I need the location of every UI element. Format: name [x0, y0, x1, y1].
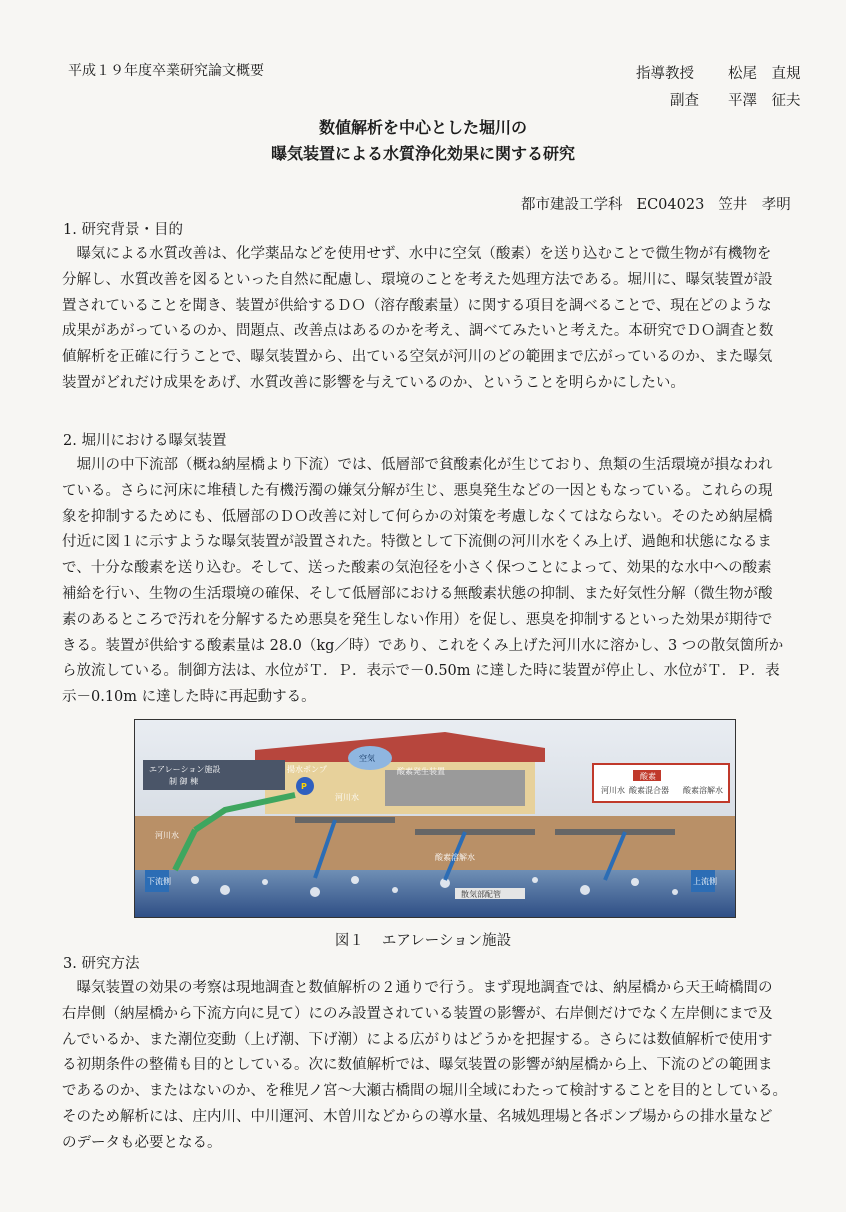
text-line: 素のあるところで汚れを分解するため悪臭を発生しない作用）を促し、悪臭を抑制するといった効果が期待で — [62, 611, 773, 628]
text-line: 補給を行い、生物の生活環境の確保、そして低層部における無酸素状態の抑制、また好気性分解（微生物が酸 — [62, 585, 773, 602]
advisor-line — [636, 62, 801, 83]
author-id: EC04023 — [636, 197, 705, 213]
section-3-heading: 3. 研究方法 — [63, 956, 140, 972]
text-line: ら放流している。制御方法は、水位がＴ．Ｐ．表示で－0.50m に達した時に装置が停止し、水位がＴ．Ｐ．表 — [62, 663, 780, 680]
text-line: んでいるか、また潮位変動（上げ潮、下げ潮）による広がりはどうかを把握する。さらには数値解析で使用す — [62, 1031, 773, 1048]
text-line: ている。さらに河床に堆積した有機汚濁の嫌気分解が生じ、悪臭発生などの一因ともなっている。これらの現 — [62, 482, 773, 499]
section-3-body — [62, 976, 814, 1157]
author-name: 笠井 孝明 — [718, 197, 791, 213]
label-river-in: 河川水 — [601, 786, 625, 795]
label-diffuser: 散気部配管 — [461, 890, 501, 899]
label-control2: 制 御 棟 — [169, 777, 199, 786]
sub-name: 平澤 征夫 — [728, 93, 801, 109]
text-line: で、十分な酸素を送り込む。そして、送った酸素の気泡径を小さく保つことによって、効果的な水中への酸素 — [62, 560, 772, 577]
author-line — [521, 193, 791, 214]
label-oxygen: 酸素 — [640, 772, 656, 781]
sub-examiner-line — [670, 89, 801, 110]
text-line: 分解し、水質改善を図るといった自然に配慮し、環境のことを考えた処理方法である。堀川に、曝気装置が設 — [62, 271, 773, 288]
label-dissolved-water: 酸素溶解水 — [435, 853, 475, 862]
text-line: 右岸側（納屋橋から下流方向に見て）にのみ設置されている装置の影響が、右岸側だけでなく左岸側にまで及 — [62, 1005, 773, 1022]
advisor-name: 松尾 直規 — [728, 66, 801, 82]
label-upstream: 上流側 — [693, 877, 717, 886]
text-line: 曝気による水質改善は、化学薬品などを使用せず、水中に空気（酸素）を送り込むことで微生物が有機物を — [62, 246, 772, 262]
inset-box — [593, 764, 729, 802]
header-title: 平成１９年度卒業研究論文概要 — [68, 63, 264, 79]
text-line: 付近に図１に示すような曝気装置が設置された。特徴として下流側の河川水をくみ上げ、過飽和状態になるま — [62, 534, 772, 551]
text-line: 装置がどれだけ成果をあげ、水質改善に影響を与えているのか、ということを明らかにしたい。 — [62, 374, 685, 391]
paper-title-line-2: 曝気装置による水質浄化効果に関する研究 — [270, 144, 575, 163]
section-1-body — [62, 242, 814, 397]
text-line: 値解析を正確に行うことで、曝気装置から、出ている空気が河川のどの範囲まで広がっているのか、また曝気 — [62, 349, 773, 366]
label-river-water-left: 河川水 — [155, 831, 179, 840]
section-2-heading: 2. 堀川における曝気装置 — [63, 433, 227, 449]
caption-text: エアレーション施設 — [381, 933, 512, 949]
text-line: 示－0.10m に達した時に再起動する。 — [62, 689, 316, 706]
label-oxygen-gen: 酸素発生装置 — [397, 767, 445, 776]
text-line: 堀川の中下流部（概ね納屋橋より下流）では、低層部で貧酸素化が生じており、魚類の生活環境が損なわれ — [62, 457, 773, 473]
label-river-water: 河川水 — [335, 793, 359, 802]
section-2-body — [62, 453, 814, 711]
aeration-diagram — [135, 720, 735, 917]
aeration-facility-figure — [134, 719, 736, 918]
paper-title-line-1: 数値解析を中心とした堀川の — [318, 118, 527, 137]
label-air: 空気 — [359, 754, 375, 763]
text-line: のデータも必要となる。 — [62, 1134, 222, 1151]
sub-role: 副査 — [670, 93, 699, 109]
text-line: 曝気装置の効果の考察は現地調査と数値解析の２通りで行う。まず現地調査では、納屋橋から天王崎橋間の — [62, 980, 773, 996]
text-line: 象を抑制するためにも、低層部のＤＯ改善に対して何らかの対策を考慮しなくてはならない。そのため納屋橋 — [62, 508, 773, 525]
author-dept: 都市建設工学科 — [521, 197, 623, 213]
section-1-heading: 1. 研究背景・目的 — [63, 222, 183, 238]
text-line: であるのか、またはないのか、を稚児ノ宮～大瀬古橋間の堀川全域にわたって検討することを目的としている。 — [62, 1083, 787, 1100]
label-dissolver: 酸素混合器 — [629, 786, 669, 795]
text-line: 成果があがっているのか、問題点、改善点はあるのかを考え、調べてみたいと考えた。本研究でＤＯ調査と数 — [62, 323, 774, 340]
figure-caption — [0, 929, 846, 950]
text-line: る初期条件の整備も目的としている。次に数値解析では、曝気装置の影響が納屋橋から上、下流のどの範囲ま — [62, 1057, 773, 1074]
label-river-out: 酸素溶解水 — [683, 786, 723, 795]
caption-number: 図１ — [334, 933, 364, 949]
text-line: そのため解析には、庄内川、中川運河、木曽川などからの導水量、名城処理場と各ポンプ場からの排水量など — [62, 1108, 773, 1125]
label-downstream: 下流側 — [147, 877, 171, 886]
label-control: エアレーション施設 — [149, 765, 221, 774]
text-line: 置されていることを聞き、装置が供給するＤＯ（溶存酸素量）に関する項目を調べることで、現在どのような — [62, 297, 772, 314]
label-pump-symbol: P — [301, 782, 307, 791]
advisor-role: 指導教授 — [636, 66, 694, 82]
label-pump: 揚水ポンプ — [287, 765, 327, 774]
text-line: きる。装置が供給する酸素量は 28.0（kg／時）であり、これをくみ上げた河川水に溶かし、3 つの散気箇所か — [62, 637, 784, 654]
